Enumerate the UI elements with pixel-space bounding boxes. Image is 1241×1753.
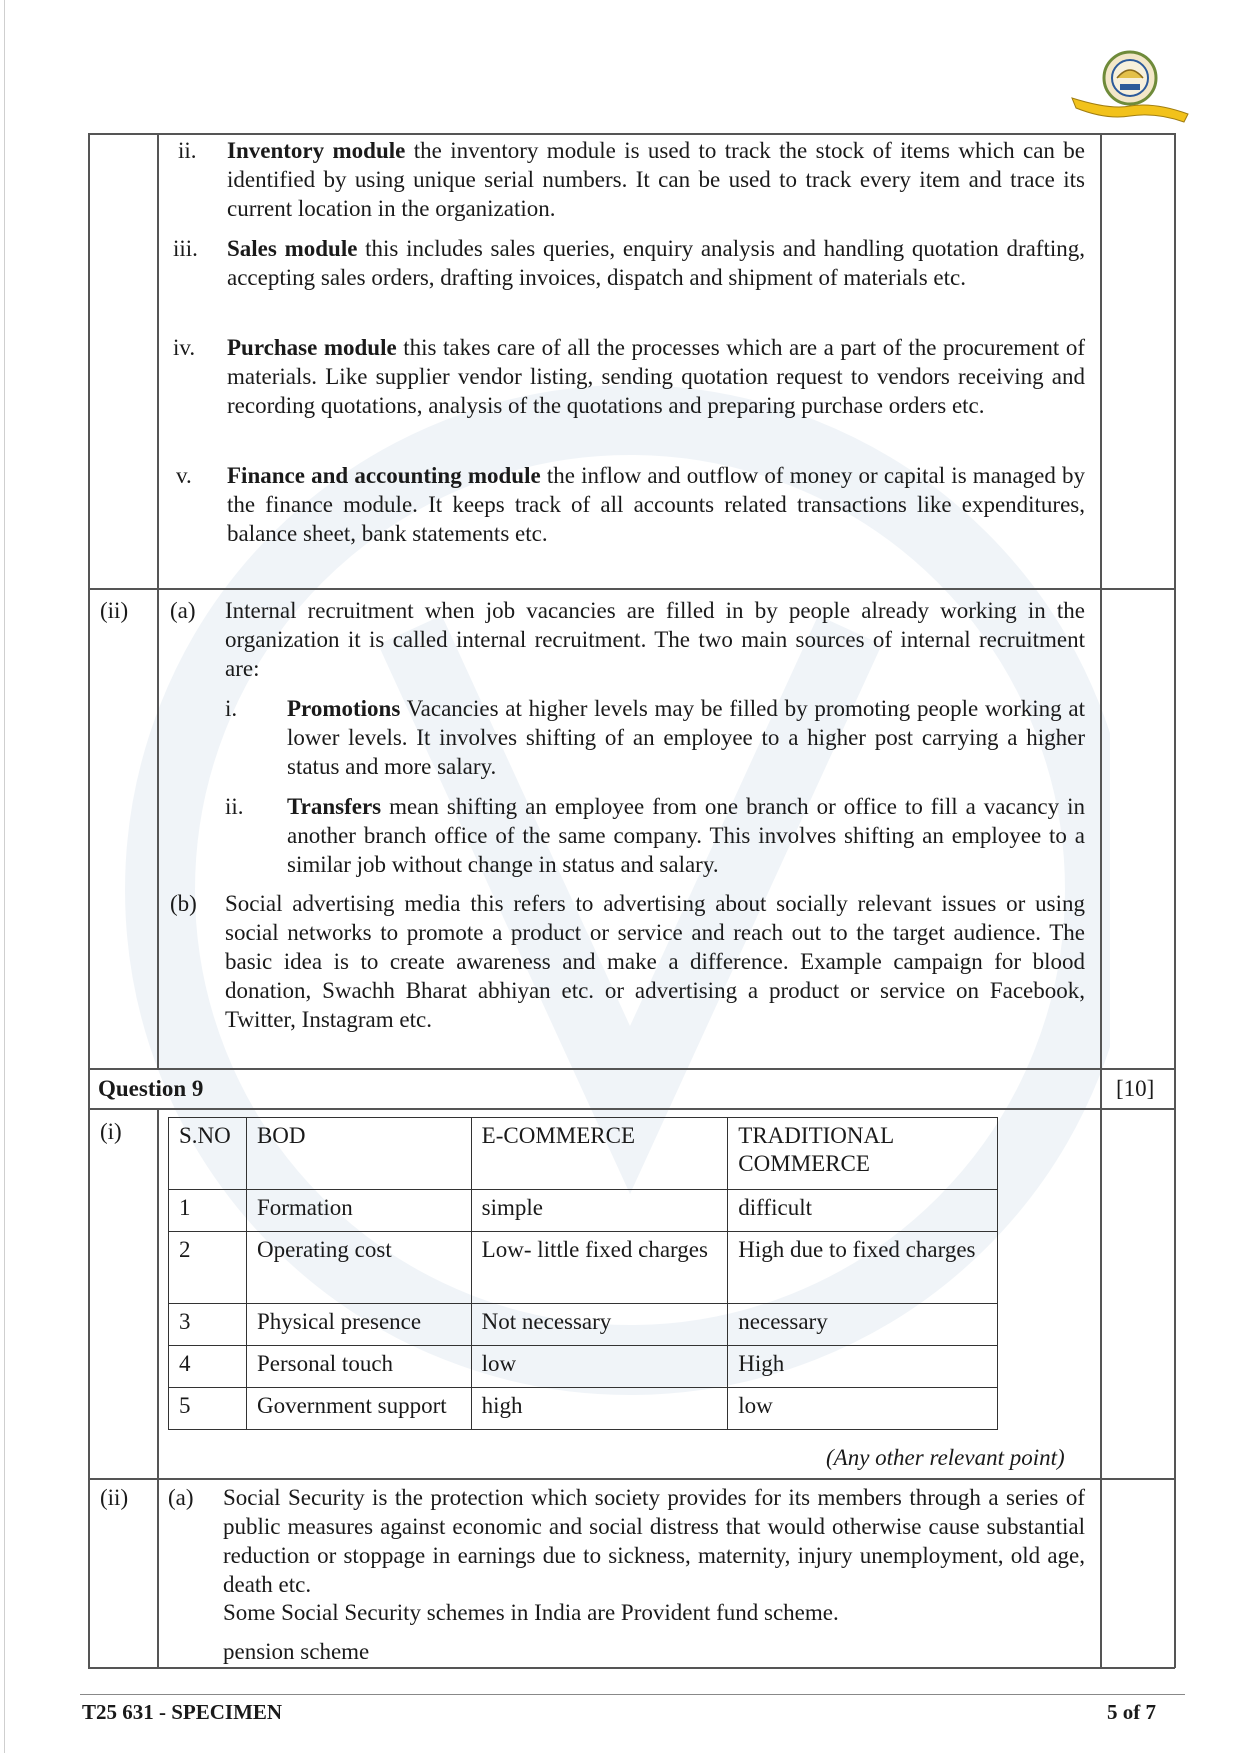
page-number: 5 of 7 xyxy=(1107,1700,1156,1724)
table-cell: 3 xyxy=(169,1304,247,1346)
table-cell: High due to fixed charges xyxy=(728,1232,998,1304)
frame-top xyxy=(88,133,1175,135)
module-text: the inventory module is used to track the stock of items which can be identified by using unique serial numbers. It can be used to track every item and trace its current location in the organization. xyxy=(227,138,1086,221)
frame-right xyxy=(1174,133,1176,1668)
part-label: (ii) xyxy=(100,1485,129,1510)
schemes-line: Some Social Security schemes in India are Provident fund scheme. xyxy=(223,1600,839,1625)
module-inventory xyxy=(227,136,1085,223)
frame-bottom xyxy=(88,1667,1175,1669)
question-marks: [10] xyxy=(1116,1076,1155,1101)
promotions-item xyxy=(287,694,1085,781)
module-text: this includes sales queries, enquiry analysis and handling quotation drafting, accepting sales orders, drafting invoices, dispatch and shipment of materials etc. xyxy=(227,236,1085,290)
table-cell: Formation xyxy=(246,1190,471,1232)
table-cell: low xyxy=(471,1346,728,1388)
table-cell: low xyxy=(728,1388,998,1430)
social-advertising-text xyxy=(225,889,1085,1034)
footer-code: T25 631 - SPECIMEN xyxy=(82,1700,283,1724)
module-title: Purchase module xyxy=(227,335,397,360)
module-sales xyxy=(227,234,1085,292)
table-header-cell: E-COMMERCE xyxy=(471,1118,728,1190)
table-row xyxy=(169,1304,998,1346)
module-title: Sales module xyxy=(227,236,358,261)
table-cell: necessary xyxy=(728,1304,998,1346)
table-row xyxy=(169,1190,998,1232)
table-cell: Operating cost xyxy=(246,1232,471,1304)
table-header-cell: TRADITIONAL COMMERCE xyxy=(728,1118,998,1190)
paragraph: Social Security is the protection which society provides for its members through a series of public measures against economic and social distress that would otherwise cause substantial reduction or stoppage in earnings due to sickness, maternity, injury unemployment, old age, death etc. xyxy=(223,1485,1085,1597)
module-num: v. xyxy=(176,463,192,488)
module-num: iv. xyxy=(173,335,196,360)
table-cell: 4 xyxy=(169,1346,247,1388)
item-title: Transfers xyxy=(287,794,382,819)
item-title: Promotions xyxy=(287,696,401,721)
pension-line: pension scheme xyxy=(223,1639,370,1664)
table-cell: High xyxy=(728,1346,998,1388)
sub-label: (a) xyxy=(168,1485,194,1510)
table-cell: 5 xyxy=(169,1388,247,1430)
question-title: Question 9 xyxy=(98,1076,204,1101)
comparison-table xyxy=(168,1117,998,1430)
frame-inner-left-2 xyxy=(157,1108,159,1478)
item-text: mean shifting an employee from one branch or office to fill a vacancy in another branch office of the same company. This involves shifting an employee to a similar job without change in status and salary. xyxy=(287,794,1085,877)
frame-inner-left-3 xyxy=(157,1478,159,1668)
cisce-logo xyxy=(1070,48,1190,128)
module-num: iii. xyxy=(173,236,198,261)
table-cell: difficult xyxy=(728,1190,998,1232)
table-cell: Physical presence xyxy=(246,1304,471,1346)
part-label: (i) xyxy=(100,1119,122,1144)
module-num: ii. xyxy=(178,138,197,163)
table-row xyxy=(169,1388,998,1430)
transfers-item xyxy=(287,792,1085,879)
item-text: Vacancies at higher levels may be filled by promoting people working at lower levels. It involves shifting of an employee to a higher post carrying a higher status and more salary. xyxy=(287,696,1085,779)
table-header-row xyxy=(169,1118,998,1190)
paragraph: Social advertising media this refers to advertising about socially relevant issues or using social networks to promote a product or service and reach out to the target audience. The basic idea is to create awareness and make a difference. Example campaign for blood donation, Swachh Bharat abhiyan etc. or advertising a product or service on Facebook, Twitter, Instagram etc. xyxy=(225,891,1085,1032)
table-row xyxy=(169,1346,998,1388)
footer-rule xyxy=(80,1694,1185,1695)
sub-label: (b) xyxy=(170,891,197,916)
row-sep-2 xyxy=(88,1068,1175,1070)
part-label: (ii) xyxy=(100,598,129,623)
table-row xyxy=(169,1232,998,1304)
table-cell: Government support xyxy=(246,1388,471,1430)
table-cell: high xyxy=(471,1388,728,1430)
paragraph: Internal recruitment when job vacancies are filled in by people already working in the organization it is called internal recruitment. The two main sources of internal recruitment are: xyxy=(225,598,1085,681)
answer-note: (Any other relevant point) xyxy=(826,1445,1065,1470)
module-finance xyxy=(227,461,1085,548)
table-header-cell: BOD xyxy=(246,1118,471,1190)
table-header-cell: S.NO xyxy=(169,1118,247,1190)
frame-marks-col xyxy=(1100,133,1102,1668)
row-sep-3 xyxy=(88,1108,1175,1110)
module-purchase xyxy=(227,333,1085,420)
table-cell: 2 xyxy=(169,1232,247,1304)
module-text: this takes care of all the processes which are a part of the procurement of materials. Like supplier vendor listing, sending quotation request to vendors receiving and recording quotations, analysis of the quotations and preparing purchase orders etc. xyxy=(227,335,1085,418)
table-cell: Personal touch xyxy=(246,1346,471,1388)
row-sep-4 xyxy=(88,1478,1175,1480)
internal-recruitment-text xyxy=(225,596,1085,683)
table-cell: 1 xyxy=(169,1190,247,1232)
sub-label: (a) xyxy=(170,598,196,623)
frame-inner-left xyxy=(157,133,159,1068)
frame-left xyxy=(88,133,90,1668)
table-cell: simple xyxy=(471,1190,728,1232)
module-title: Inventory module xyxy=(227,138,406,163)
item-num: ii. xyxy=(225,794,244,819)
page-edge xyxy=(4,0,5,1753)
social-security-text xyxy=(223,1483,1085,1599)
table-cell: Not necessary xyxy=(471,1304,728,1346)
module-text: the inflow and outflow of money or capital is managed by the finance module. It keeps track of all accounts related transactions like expenditures, balance sheet, bank statements etc. xyxy=(227,463,1085,546)
item-num: i. xyxy=(225,696,238,721)
table-cell: Low- little fixed charges xyxy=(471,1232,728,1304)
module-title: Finance and accounting module xyxy=(227,463,541,488)
row-sep-1 xyxy=(88,588,1175,590)
